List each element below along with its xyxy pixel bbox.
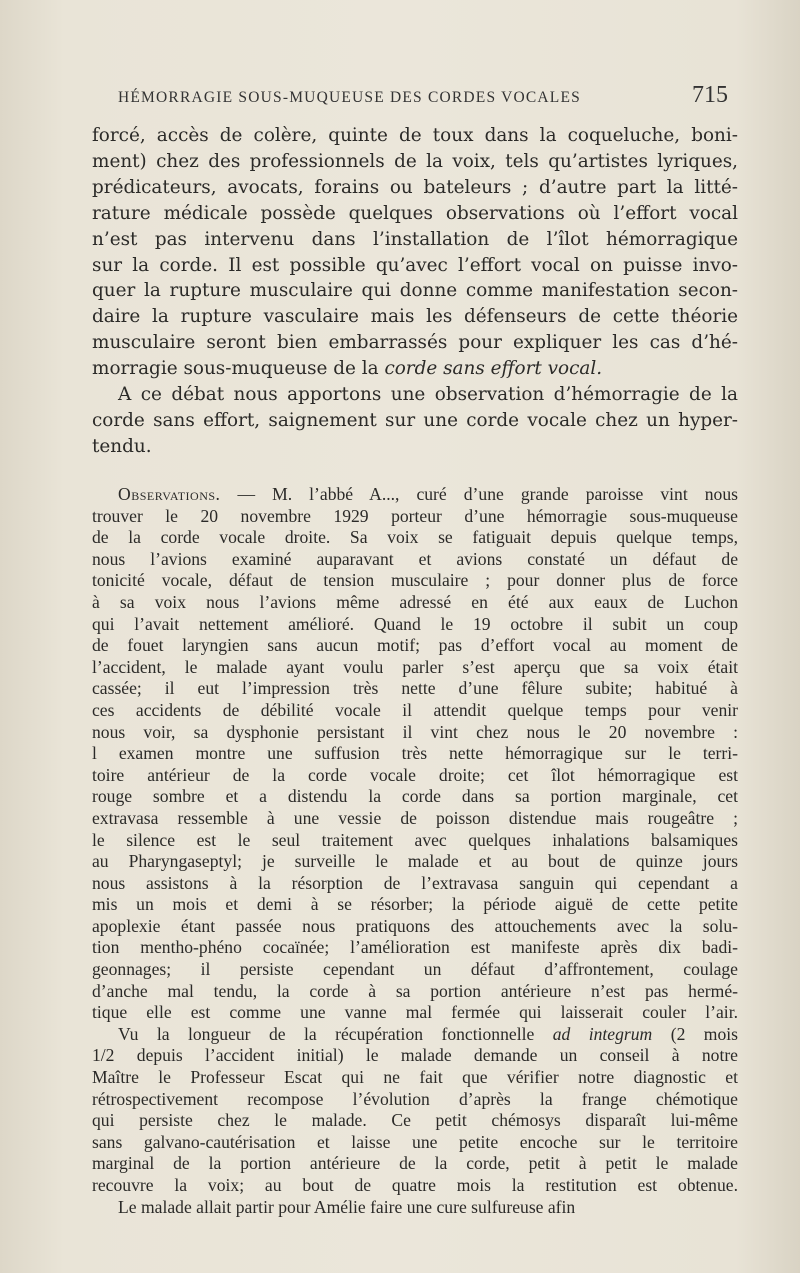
observation-line: geonnages; il persiste cependant un défaut d’affrontement, coulage	[92, 959, 738, 980]
observation-line: d’anche mal tendu, la corde à sa portion antérieure n’est pas hermé-	[92, 980, 738, 1001]
observation-line: cassée; il eut l’impression très nette d’une fêlure subite; habitué à	[92, 678, 738, 699]
line-suffix: (2 mois	[652, 1023, 739, 1044]
observation-lines-b	[92, 1045, 738, 1196]
body-line: daire la rupture vasculaire mais les défenseurs de cette théorie	[92, 306, 738, 328]
body-line: tendu.	[92, 435, 152, 457]
body-line: A ce débat nous apportons une observation d’hémorragie de la	[118, 384, 738, 406]
observation-line: nous voir, sa dysphonie persistant il vint chez nous le 20 novembre :	[92, 721, 738, 742]
observation-line: rouge sombre et a distendu la corde dans sa portion marginale, cet	[92, 786, 738, 807]
observation-line: recouvre la voix; au bout de quatre mois la restitution est obtenue.	[92, 1175, 738, 1195]
observation-intro: — M. l’abbé A..., curé d’une grande paroisse vint nous	[220, 484, 738, 504]
observation-label: Observations.	[118, 484, 221, 504]
observation-line: toire antérieur de la corde vocale droite; cet îlot hémorragique est	[92, 764, 738, 785]
page-number: 715	[692, 82, 728, 108]
italic-phrase: corde sans effort vocal.	[384, 358, 603, 380]
observation-first-line	[92, 484, 738, 506]
observation-line: trouver le 20 novembre 1929 porteur d’une hémorragie sous-muqueuse	[92, 505, 738, 526]
observation-line: de la corde vocale droite. Sa voix se fatiguait depuis quelque temps,	[92, 527, 738, 548]
body-line: sur la corde. Il est possible qu’avec l’effort vocal on puisse invo-	[92, 254, 738, 276]
body-line: quer la rupture musculaire qui donne comme manifestation secon-	[92, 280, 738, 302]
observation-section	[92, 484, 738, 1218]
observation-line: ces accidents de débilité vocale il attendit quelque temps pour venir	[92, 699, 738, 720]
observation-lines-a	[92, 506, 738, 1024]
running-title: HÉMORRAGIE SOUS-MUQUEUSE DES CORDES VOCALES	[118, 89, 581, 106]
observation-line: apoplexie étant passée nous pratiquons des attouchements avec la solu-	[92, 915, 738, 936]
body-line: n’est pas intervenu dans l’installation de l’îlot hémorragique	[92, 228, 738, 250]
line-prefix: Vu la longueur de la récupération fonctionnelle	[118, 1023, 553, 1044]
observation-line: à sa voix nous l’avions même adressé en été aux eaux de Luchon	[92, 591, 738, 612]
body-line: musculaire seront bien embarrassés pour expliquer les cas d’hé-	[92, 332, 738, 354]
observation-line-with-italic	[92, 1024, 738, 1046]
observation-line: au Pharyngaseptyl; je surveille le malade et au bout de quinze jours	[92, 851, 738, 872]
body-line-with-italic	[92, 356, 738, 382]
observation-line: Maître le Professeur Escat qui ne fait que vérifier notre diagnostic et	[92, 1067, 738, 1088]
observation-line: qui l’avait nettement amélioré. Quand le 19 octobre il subit un coup	[92, 613, 738, 634]
observation-line: tique elle est comme une vanne mal fermée qui laisserait couler l’air.	[92, 1002, 738, 1023]
observation-line: mis un mois et demi à se résorber; la période aiguë de cette petite	[92, 894, 738, 915]
body-line-prefix: morragie sous-muqueuse de la	[92, 358, 385, 380]
observation-line: de fouet laryngien sans aucun motif; pas d’effort vocal au moment de	[92, 635, 738, 656]
observation-line: 1/2 depuis l’accident initial) le malade demande un conseil à notre	[92, 1045, 738, 1066]
observation-line: nous l’avions examiné auparavant et avions constaté un défaut de	[92, 548, 738, 569]
italic-latin: ad integrum	[552, 1023, 653, 1044]
observation-line: rétrospectivement recompose l’évolution d’après la frange chémotique	[92, 1088, 738, 1109]
body-line: corde sans effort, saignement sur une corde vocale chez un hyper-	[92, 409, 738, 431]
observation-last-line: Le malade allait partir pour Amélie faire une cure sulfureuse afin	[118, 1196, 576, 1217]
observation-line: l examen montre une suffusion très nette hémorragique sur le terri-	[92, 743, 738, 764]
observation-line: qui persiste chez le malade. Ce petit chémosys disparaît lui-même	[92, 1110, 738, 1131]
body-line: forcé, accès de colère, quinte de toux dans la coqueluche, boni-	[92, 125, 738, 146]
body-paragraphs	[92, 123, 738, 460]
observation-line: le silence est le seul traitement avec quelques inhalations balsamiques	[92, 829, 738, 850]
observation-line: sans galvano-cautérisation et laisse une petite encoche sur le territoire	[92, 1131, 738, 1152]
observation-line: nous assistons à la résorption de l’extravasa sanguin qui cependant a	[92, 872, 738, 893]
body-line: ment) chez des professionnels de la voix, tels qu’artistes lyriques,	[92, 150, 738, 172]
observation-line: tion mentho-phéno cocaïnée; l’amélioration est manifeste après dix badi-	[92, 937, 738, 958]
observation-line: extravasa ressemble à une vessie de poisson distendue mais rougeâtre ;	[92, 807, 738, 828]
observation-line: marginal de la portion antérieure de la corde, petit à petit le malade	[92, 1153, 738, 1174]
running-head	[118, 82, 736, 109]
observation-line: tonicité vocale, défaut de tension musculaire ; pour donner plus de force	[92, 570, 738, 591]
observation-line: l’accident, le malade ayant voulu parler s’est aperçu que sa voix était	[92, 656, 738, 677]
body-line: rature médicale possède quelques observations où l’effort vocal	[92, 202, 738, 224]
body-line: prédicateurs, avocats, forains ou bateleurs ; d’autre part la litté-	[92, 176, 738, 198]
